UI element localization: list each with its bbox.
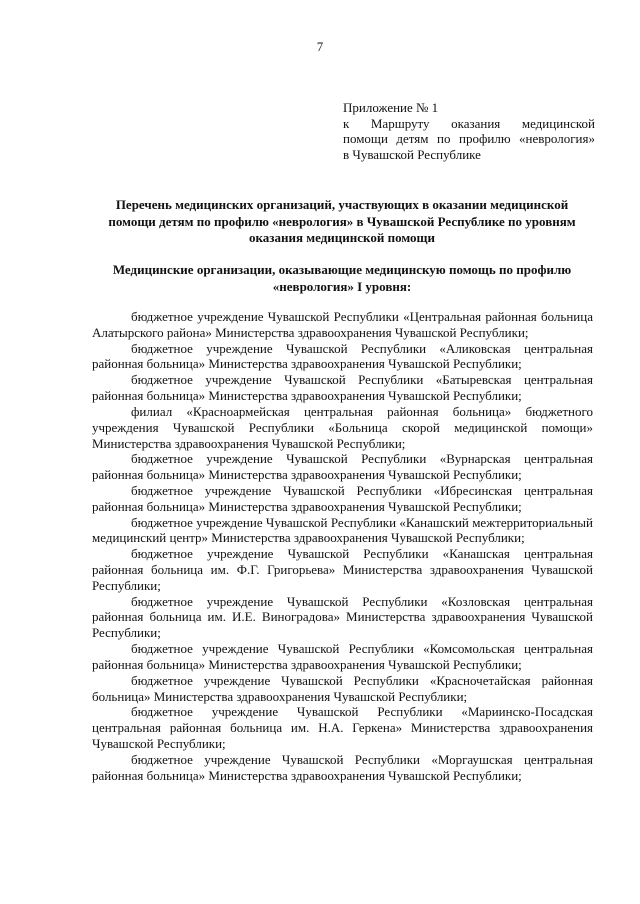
list-item: бюджетное учреждение Чувашской Республики «Мариинско-Посадская центральная районная больница им. Н.А. Геркена» Министерства здравоохранения Чувашской Республики; (92, 704, 593, 751)
appendix-line: к Маршруту оказания медицинской (343, 115, 595, 131)
list-item: бюджетное учреждение Чувашской Республики «Ибресинская центральная районная больница» Министерства здравоохранения Чувашской Республики; (92, 482, 593, 514)
section-subtitle: Медицинские организации, оказывающие медицинскую помощь по профилю «неврология» I уровня: (112, 262, 572, 294)
list-item: бюджетное учреждение Чувашской Республики «Красночетайская районная больница» Министерства здравоохранения Чувашской Республики; (92, 672, 593, 704)
organization-list (92, 309, 593, 783)
list-item: бюджетное учреждение Чувашской Республики «Аликовская центральная районная больница» Министерства здравоохранения Чувашской Республики; (92, 340, 593, 372)
list-item: бюджетное учреждение Чувашской Республики «Комсомольская центральная районная больница» Министерства здравоохранения Чувашской Республики; (92, 641, 593, 672)
list-item: бюджетное учреждение Чувашской Республики «Вурнарская центральная районная больница» Министерства здравоохранения Чувашской Республики; (92, 451, 593, 483)
list-item: бюджетное учреждение Чувашской Республики «Батыревская центральная районная больница» Министерства здравоохранения Чувашской Республики; (92, 372, 593, 404)
list-item: бюджетное учреждение Чувашской Республики «Центральная районная больница Алатырского района» Министерства здравоохранения Чувашской Республики; (92, 309, 593, 340)
list-item: бюджетное учреждение Чувашской Республики «Канашская центральная районная больница им. Ф.Г. Григорьева» Министерства здравоохранения Чувашской Республики; (92, 546, 593, 593)
page-number: 7 (316, 40, 324, 54)
appendix-header (343, 100, 595, 162)
list-item: бюджетное учреждение Чувашской Республики «Канашский межтерриториальный медицинский центр» Министерства здравоохранения Чувашской Республики; (92, 514, 593, 546)
appendix-line: Приложение № 1 (343, 100, 439, 115)
appendix-line: в Чувашской Республике (343, 146, 481, 162)
list-item: бюджетное учреждение Чувашской Республики «Моргаушская центральная районная больница» Министерства здравоохранения Чувашской Республики; (92, 751, 593, 783)
list-item: филиал «Красноармейская центральная районная больница» бюджетного учреждения Чувашской Республики «Больница скорой медицинской помощи» Министерства здравоохранения Чувашской Республики; (92, 403, 593, 451)
document-title: Перечень медицинских организаций, участвующих в оказании медицинской помощи детям по профилю «неврология» в Чувашской Республике по уровням оказания медицинской помощи (108, 197, 576, 245)
list-item: бюджетное учреждение Чувашской Республики «Козловская центральная районная больница им. И.Е. Виноградова» Министерства здравоохранения Чувашской Республики; (92, 593, 593, 641)
appendix-line: помощи детям по профилю «неврология» (343, 131, 595, 147)
